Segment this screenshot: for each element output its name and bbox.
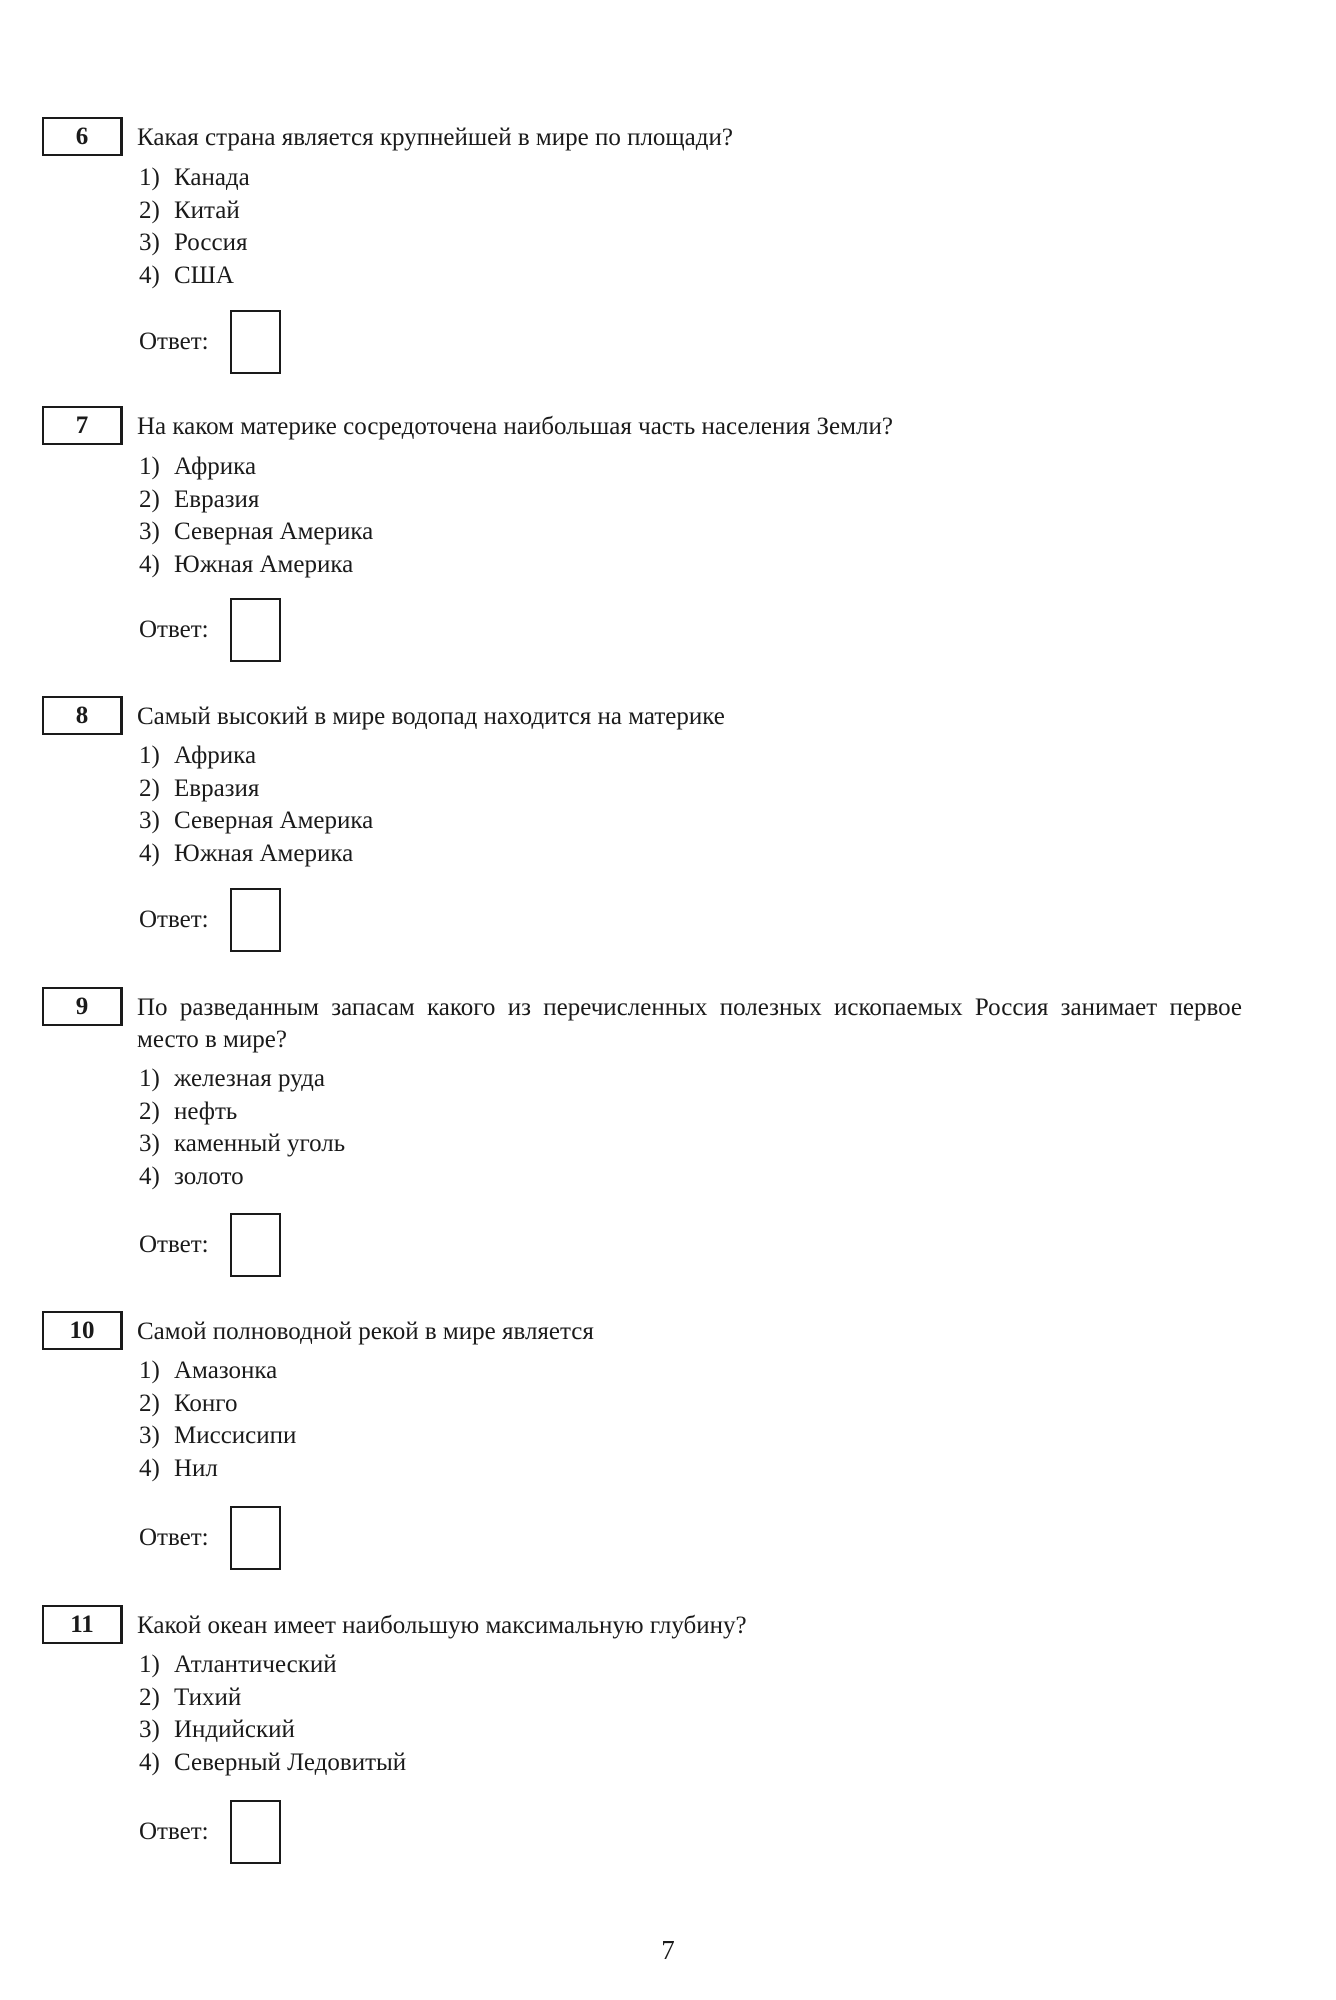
option-item: 2) Китай <box>139 196 240 224</box>
question-number-box: 7 <box>42 406 123 445</box>
option-item: 4) Северный Ледовитый <box>139 1748 407 1776</box>
answer-label: Ответ: <box>139 328 209 355</box>
question-text: Самый высокий в мире водопад находится на материке <box>137 703 725 730</box>
answer-input-box[interactable] <box>230 1213 281 1277</box>
question-number-box: 11 <box>42 1605 123 1644</box>
answer-label: Ответ: <box>139 1818 209 1845</box>
option-item: 1) Амазонка <box>139 1357 278 1384</box>
question-text: Какой океан имеет наибольшую максимальную глубину? <box>137 1612 747 1639</box>
question-text: На каком материке сосредоточена наибольшая часть населения Земли? <box>137 413 893 440</box>
option-item: 3) Северная Америка <box>139 518 374 545</box>
question-text: По разведанным запасам какого из перечисленных полезных ископаемых Россия занимает первое место в мире? <box>137 994 1242 1053</box>
option-item: 4) Южная Америка <box>139 550 354 578</box>
option-item: 4) Южная Америка <box>139 839 354 867</box>
options-list <box>139 451 373 581</box>
option-item: 1) Канада <box>139 164 250 191</box>
option-item: 2) Конго <box>139 1389 238 1417</box>
answer-label: Ответ: <box>139 1231 209 1258</box>
answer-label: Ответ: <box>139 1524 209 1551</box>
answer-label: Ответ: <box>139 906 209 933</box>
option-item: 2) Тихий <box>139 1683 242 1711</box>
question-number-box: 9 <box>42 987 123 1026</box>
option-item: 3) Россия <box>139 229 248 256</box>
answer-input-box[interactable] <box>230 1506 281 1570</box>
option-item: 2) Евразия <box>139 485 260 513</box>
option-item: 4) Нил <box>139 1454 218 1482</box>
options-list <box>139 1355 296 1485</box>
option-item: 1) железная руда <box>139 1065 325 1092</box>
answer-input-box[interactable] <box>230 1800 281 1864</box>
option-item: 1) Атлантический <box>139 1651 337 1678</box>
option-item: 2) Евразия <box>139 774 260 802</box>
option-item: 3) Миссисипи <box>139 1422 297 1449</box>
option-item: 4) золото <box>139 1162 244 1190</box>
option-item: 1) Африка <box>139 742 257 769</box>
question-text: Самой полноводной рекой в мире является <box>137 1318 594 1345</box>
options-list <box>139 162 250 292</box>
question-text: Какая страна является крупнейшей в мире по площади? <box>137 124 733 151</box>
answer-label: Ответ: <box>139 616 209 643</box>
answer-input-box[interactable] <box>230 310 281 374</box>
page-number: 7 <box>661 1935 675 1965</box>
question-number-box: 10 <box>42 1311 123 1350</box>
answer-input-box[interactable] <box>230 888 281 952</box>
option-item: 1) Африка <box>139 453 257 480</box>
options-list <box>139 1649 406 1779</box>
option-item: 2) нефть <box>139 1097 238 1125</box>
option-item: 3) каменный уголь <box>139 1130 346 1157</box>
options-list <box>139 740 373 870</box>
question-number-box: 6 <box>42 117 123 156</box>
option-item: 3) Индийский <box>139 1716 295 1743</box>
answer-input-box[interactable] <box>230 598 281 662</box>
question-number-box: 8 <box>42 696 123 735</box>
option-item: 4) США <box>139 261 234 289</box>
options-list <box>139 1063 345 1193</box>
option-item: 3) Северная Америка <box>139 807 374 834</box>
